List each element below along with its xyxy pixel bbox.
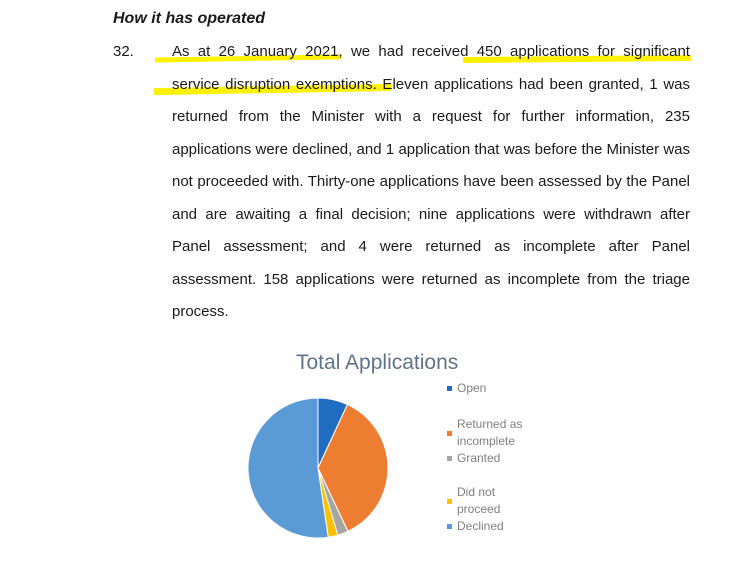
legend-swatch (447, 456, 452, 461)
legend-item (447, 484, 557, 518)
paragraph-number: 32. (113, 43, 134, 60)
legend-item (447, 380, 557, 397)
paragraph-segment: we had received (342, 43, 477, 60)
legend-label: Returned as incomplete (457, 417, 523, 448)
legend-swatch (447, 386, 452, 391)
legend-item (447, 416, 557, 450)
legend-swatch (447, 524, 452, 529)
legend-label: Did not proceed (457, 485, 501, 516)
chart-title: Total Applications (296, 351, 459, 374)
paragraph-segment: Eleven applications had been granted, 1 was returned from the Minister with a request for further information, 235 applications were declined, and 1 application that was before the Minister was not proceeded with. Thirty-one applications have been assessed by the Panel and are awaiting a final decision; nine applications were withdrawn after Panel assessment; and 4 were returned as incomplete after Panel assessment. 158 applications were returned as incomplete from the triage process. (172, 75, 690, 320)
pie-chart (246, 392, 390, 542)
legend-swatch (447, 499, 452, 504)
legend-label: Granted (457, 451, 501, 466)
paragraph-segment: 450 applications for significant service disruption exemptions. (172, 43, 690, 93)
pie-slice-declined (248, 398, 328, 538)
legend-item (447, 518, 557, 535)
legend-item (447, 450, 557, 467)
section-heading: How it has operated (113, 10, 266, 27)
paragraph-segment: As at 26 January 2021, (172, 43, 343, 60)
legend-label: Open (457, 381, 487, 396)
legend-label: Declined (457, 519, 504, 534)
legend-swatch (447, 431, 452, 436)
paragraph-text (172, 36, 690, 329)
